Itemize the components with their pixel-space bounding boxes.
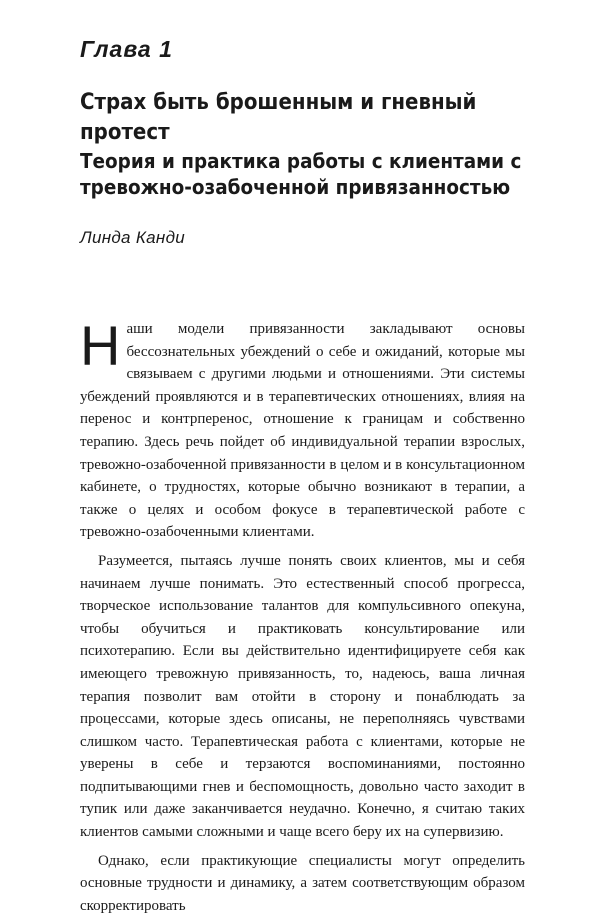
paragraph: Разумеется, пытаясь лучше понять своих клиентов, мы и себя начинаем лучше понимать. Это естественный способ прогресса, творческое использование талантов для компульсивного опекуна, чтобы обучиться и практиковать консультирование или психотерапию. Если вы действительно идентифицируете себя как имеющего тревожную привязанность, то, надеюсь, ваша личная терапия позволит вам отойти в сторону и понаблюдать за процессами, которые здесь описаны, не переполняясь чувствами слишком часто. Терапевтическая работа с клиентами, которые не уверены в себе и терзаются воспоминаниями, постоянно подпитывающими гнев и беспомощность, довольно часто заходит в тупик или даже заканчивается неудачно. Конечно, я считаю таких клиентов самыми сложными и чаще всего беру их на супервизию. bbox=[80, 552, 525, 841]
paragraph: Однако, если практикующие специалисты могут определить основные трудности и динамику, а затем соответствующим образом скорректировать bbox=[80, 852, 525, 914]
paragraph-text: аши модели привязанности закладывают основы бессознательных убеждений о себе и ожиданий, которые мы связываем с другими людьми и отношениями. Эти системы убеждений проявляются и в терапевтических отношениях, влияя на перенос и контрперенос, отношение к границам и собственно терапию. Здесь речь пойдет об индивидуальной терапии взрослых, тревожно-озабоченной привязанности в целом и в консультационном кабинете, о трудностях, которые обычно возникают в терапии, а также о целях и особом фокусе в терапевтической работе с тревожно-озабоченными клиентами. bbox=[80, 321, 525, 541]
paragraph bbox=[80, 314, 525, 544]
chapter-title: Страх быть брошенным и гневный протест bbox=[80, 90, 477, 145]
author-name: Линда Канди bbox=[80, 228, 186, 247]
body-text bbox=[80, 314, 525, 917]
chapter-subtitle: Теория и практика работы с клиентами с тревожно-озабоченной привязанностью bbox=[80, 149, 522, 199]
drop-cap: Н bbox=[80, 314, 121, 377]
chapter-label: Глава 1 bbox=[80, 36, 173, 62]
